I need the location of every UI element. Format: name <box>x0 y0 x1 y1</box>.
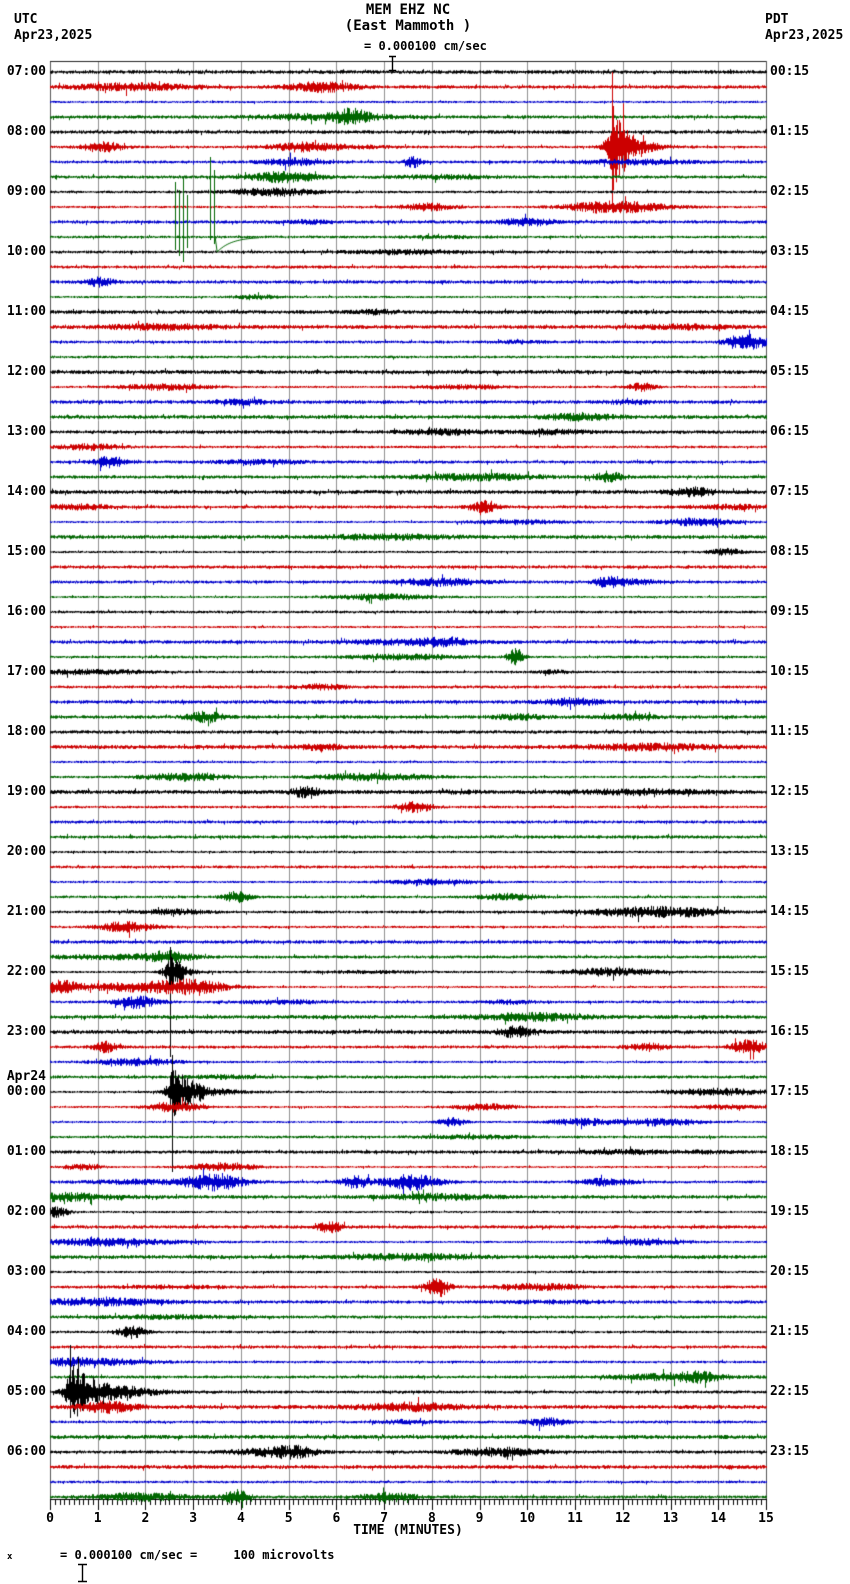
utc-hour-label: 23:00 <box>6 1024 46 1039</box>
utc-hour-label: 08:00 <box>6 124 46 139</box>
utc-hour-label: 07:00 <box>6 64 46 79</box>
utc-hour-label: 14:00 <box>6 484 46 499</box>
utc-hour-label: 19:00 <box>6 784 46 799</box>
x-tick-label: 15 <box>758 1511 774 1526</box>
pdt-hour-label: 03:15 <box>770 244 810 259</box>
utc-hour-label: 17:00 <box>6 664 46 679</box>
utc-hour-label: 13:00 <box>6 424 46 439</box>
pdt-hour-label: 17:15 <box>770 1084 810 1099</box>
x-tick-label: 3 <box>189 1511 198 1526</box>
utc-hour-label: 00:00 <box>6 1084 46 1099</box>
utc-hour-label: 02:00 <box>6 1204 46 1219</box>
page-title: MEM EHZ NC <box>365 2 451 18</box>
x-tick-label: 5 <box>284 1511 293 1526</box>
utc-hour-label: 12:00 <box>6 364 46 379</box>
pdt-hour-label: 00:15 <box>770 64 810 79</box>
x-tick-label: 12 <box>614 1511 631 1526</box>
footer-scale-note: = 0.000100 cm/sec = 100 microvolts <box>60 1548 335 1562</box>
left-date: Apr23,2025 <box>14 28 93 43</box>
utc-hour-label: 06:00 <box>6 1444 46 1459</box>
pdt-hour-label: 20:15 <box>770 1264 810 1279</box>
footer-prefix: x <box>7 1552 13 1562</box>
utc-hour-label: 15:00 <box>6 544 46 559</box>
pdt-hour-label: 09:15 <box>770 604 810 619</box>
x-tick-label: 9 <box>475 1511 484 1526</box>
pdt-hour-label: 07:15 <box>770 484 810 499</box>
utc-hour-label: 09:00 <box>6 184 46 199</box>
x-tick-label: 10 <box>519 1511 536 1526</box>
utc-hour-label: 10:00 <box>6 244 46 259</box>
pdt-hour-label: 02:15 <box>770 184 810 199</box>
x-tick-label: 0 <box>46 1511 54 1526</box>
right-date: Apr23,2025 <box>765 28 844 43</box>
utc-hour-label: 11:00 <box>6 304 46 319</box>
pdt-hour-label: 23:15 <box>770 1444 810 1459</box>
pdt-hour-label: 11:15 <box>770 724 810 739</box>
pdt-hour-label: 01:15 <box>770 124 810 139</box>
x-tick-label: 6 <box>332 1511 341 1526</box>
x-tick-label: 11 <box>567 1511 583 1526</box>
utc-hour-label: 16:00 <box>6 604 46 619</box>
pdt-hour-label: 21:15 <box>770 1324 810 1339</box>
pdt-hour-label: 14:15 <box>770 904 810 919</box>
pdt-hour-label: 06:15 <box>770 424 810 439</box>
pdt-hour-label: 13:15 <box>770 844 810 859</box>
pdt-hour-label: 22:15 <box>770 1384 810 1399</box>
utc-hour-label: 22:00 <box>6 964 46 979</box>
x-tick-label: 13 <box>662 1511 679 1526</box>
x-tick-label: 2 <box>141 1511 150 1526</box>
pdt-hour-label: 19:15 <box>770 1204 810 1219</box>
pdt-hour-label: 18:15 <box>770 1144 810 1159</box>
utc-hour-label: 03:00 <box>6 1264 46 1279</box>
pdt-hour-label: 12:15 <box>770 784 810 799</box>
station-location: (East Mammoth ) <box>344 18 472 34</box>
x-tick-label: 7 <box>380 1511 389 1526</box>
x-axis-title: TIME (MINUTES) <box>353 1523 463 1538</box>
utc-hour-label: 05:00 <box>6 1384 46 1399</box>
pdt-hour-label: 04:15 <box>770 304 810 319</box>
utc-hour-label: 04:00 <box>6 1324 46 1339</box>
right-timezone: PDT <box>765 12 789 27</box>
scale-label: = 0.000100 cm/sec <box>364 39 487 53</box>
pdt-hour-label: 05:15 <box>770 364 810 379</box>
utc-hour-label: 21:00 <box>6 904 46 919</box>
left-timezone: UTC <box>14 12 38 27</box>
pdt-hour-label: 08:15 <box>770 544 810 559</box>
pdt-hour-label: 16:15 <box>770 1024 810 1039</box>
utc-hour-label: 18:00 <box>6 724 46 739</box>
pdt-hour-label: 15:15 <box>770 964 810 979</box>
x-tick-label: 8 <box>427 1511 436 1526</box>
utc-hour-label: 01:00 <box>6 1144 46 1159</box>
date-break-label: Apr24 <box>6 1069 46 1084</box>
x-tick-label: 4 <box>237 1511 245 1526</box>
x-tick-label: 14 <box>710 1511 727 1526</box>
pdt-hour-label: 10:15 <box>770 664 810 679</box>
utc-hour-label: 20:00 <box>6 844 46 859</box>
x-tick-label: 1 <box>93 1511 102 1526</box>
